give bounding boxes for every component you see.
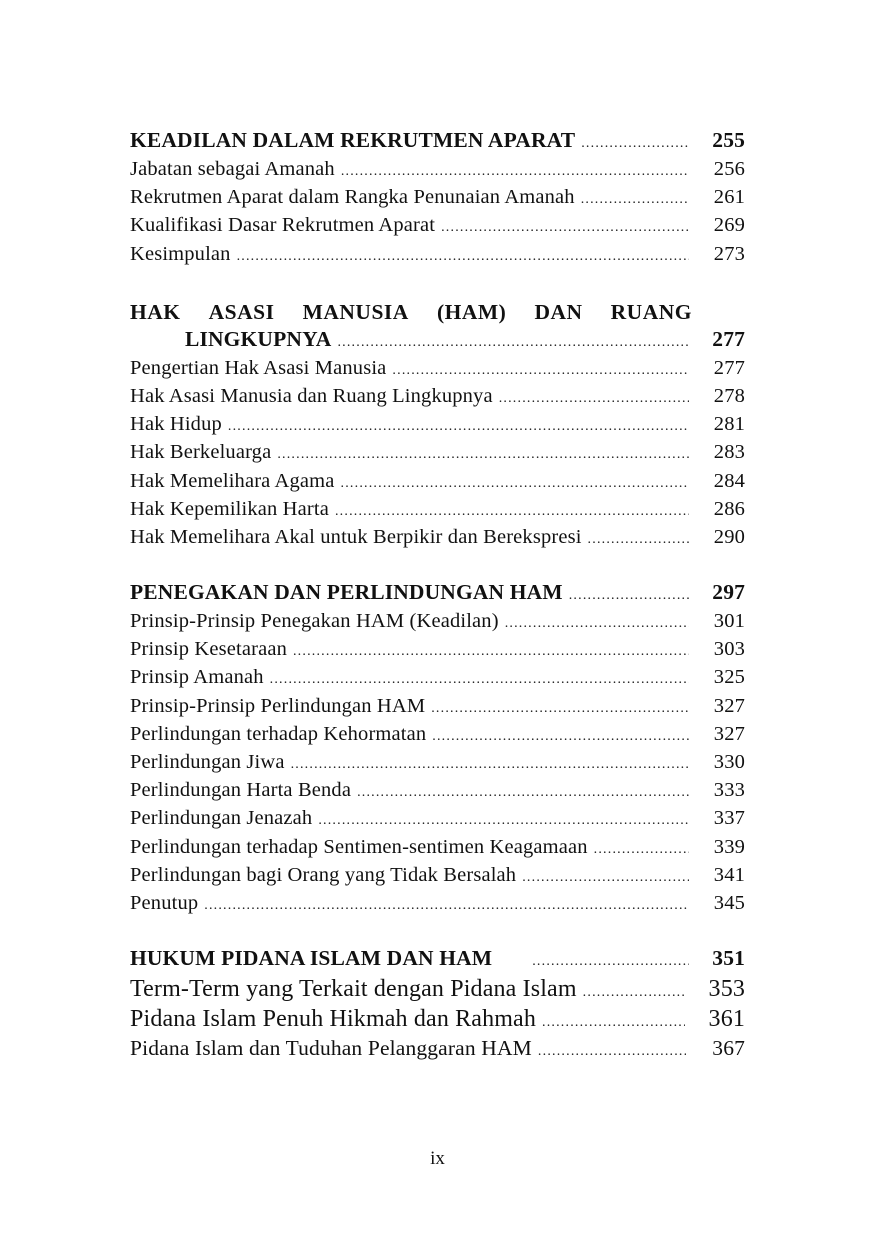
toc-entry (130, 751, 745, 779)
dot-leader (204, 898, 689, 914)
toc-heading-line-2 (130, 327, 745, 357)
entry-page-number: 339 (713, 835, 745, 858)
entry-title: Jabatan sebagai Amanah (130, 158, 335, 180)
entry-title: Perlindungan terhadap Kehormatan (130, 722, 427, 745)
entry-title: Pidana Islam Penuh Hikmah dan Rahmah (130, 1006, 536, 1033)
heading-page-number: 277 (712, 326, 745, 351)
entry-page-number: 345 (713, 891, 745, 914)
entry-title: Prinsip-Prinsip Penegakan HAM (Keadilan) (130, 610, 499, 633)
entry-title: Perlindungan Jenazah (130, 807, 313, 830)
entry-title: Prinsip-Prinsip Perlindungan HAM (130, 694, 426, 717)
toc-entry (130, 864, 745, 892)
entry-title: Hak Berkeluarga (130, 441, 272, 464)
entry-page-number: 283 (713, 441, 745, 464)
dot-leader (542, 1015, 685, 1031)
toc-entry (130, 214, 745, 242)
dot-leader (505, 616, 689, 632)
entry-page-number: 330 (713, 751, 745, 773)
dot-leader (335, 504, 689, 520)
toc-heading (130, 946, 745, 976)
dot-leader (357, 785, 689, 801)
entry-page-number: 327 (713, 722, 745, 745)
entry-page-number: 337 (713, 807, 745, 830)
heading-title: PENEGAKAN DAN PERLINDUNGAN HAM (130, 580, 563, 605)
entry-page-number: 353 (708, 976, 745, 1003)
dot-leader (532, 954, 689, 970)
dot-leader (291, 757, 689, 773)
heading-word: HAK (130, 299, 181, 324)
dot-leader (237, 249, 689, 265)
dot-leader (270, 672, 689, 688)
entry-page-number: 303 (713, 638, 745, 661)
toc-entry (130, 807, 745, 835)
dot-leader (432, 729, 689, 745)
entry-page-number: 277 (713, 356, 745, 379)
toc-heading-line-1 (130, 297, 692, 327)
toc-entry (130, 1006, 745, 1036)
toc-entry (130, 723, 745, 751)
entry-title: Pidana Islam dan Tuduhan Pelanggaran HAM (130, 1036, 532, 1061)
heading-page-number: 255 (712, 128, 745, 152)
dot-leader (337, 335, 689, 351)
dot-leader (583, 985, 685, 1001)
dot-leader (392, 363, 689, 379)
dot-leader (499, 391, 689, 407)
toc-entry (130, 470, 745, 498)
entry-page-number: 278 (713, 384, 745, 407)
table-of-contents (130, 128, 745, 1091)
entry-page-number: 273 (713, 242, 745, 265)
entry-title: Penutup (130, 891, 199, 914)
entry-title: Kesimpulan (130, 242, 231, 265)
toc-entry (130, 357, 745, 385)
entry-page-number: 325 (713, 666, 745, 689)
toc-entry (130, 1036, 745, 1065)
entry-page-number: 327 (713, 694, 745, 717)
entry-title: Perlindungan Jiwa (130, 751, 285, 773)
entry-page-number: 290 (713, 525, 745, 548)
toc-entry (130, 243, 745, 271)
entry-title: Perlindungan Harta Benda (130, 779, 352, 802)
dot-leader (318, 813, 689, 829)
heading-page-number: 297 (712, 580, 745, 605)
toc-entry (130, 610, 745, 638)
entry-title: Perlindungan bagi Orang yang Tidak Bersalah (130, 863, 517, 886)
toc-entry (130, 498, 745, 526)
entry-title: Prinsip Amanah (130, 666, 264, 689)
toc-entry (130, 779, 745, 807)
toc-entry (130, 695, 745, 723)
dot-leader (588, 532, 689, 548)
toc-entry (130, 836, 745, 864)
entry-page-number: 261 (713, 186, 745, 209)
heading-word: (HAM) (436, 299, 507, 324)
entry-title: Pengertian Hak Asasi Manusia (130, 356, 387, 379)
dot-leader (228, 419, 689, 435)
dot-leader (341, 164, 689, 180)
toc-entry (130, 892, 745, 920)
entry-page-number: 367 (712, 1036, 745, 1061)
toc-heading (130, 580, 745, 610)
toc-heading (130, 128, 745, 158)
heading-title: HUKUM PIDANA ISLAM DAN HAM (130, 946, 493, 971)
toc-section-ham (130, 297, 745, 554)
dot-leader (538, 1044, 686, 1060)
toc-entry (130, 158, 745, 186)
entry-page-number: 286 (713, 497, 745, 520)
toc-entry (130, 441, 745, 469)
heading-word: RUANG (610, 299, 692, 324)
entry-title: Prinsip Kesetaraan (130, 638, 287, 661)
heading-word: MANUSIA (302, 299, 409, 324)
entry-page-number: 284 (713, 469, 745, 492)
heading-title: KEADILAN DALAM REKRUTMEN APARAT (130, 128, 576, 152)
dot-leader (569, 588, 689, 604)
entry-page-number: 301 (713, 610, 745, 633)
dot-leader (293, 644, 689, 660)
entry-page-number: 341 (713, 863, 745, 886)
entry-title: Hak Memelihara Akal untuk Berpikir dan Berekspresi (130, 525, 582, 548)
entry-page-number: 361 (708, 1006, 745, 1033)
dot-leader (277, 447, 689, 463)
entry-title: Term-Term yang Terkait dengan Pidana Islam (130, 976, 577, 1003)
entry-title: Hak Memelihara Agama (130, 469, 335, 492)
heading-title: LINGKUPNYA (185, 326, 332, 351)
dot-leader (522, 870, 689, 886)
toc-entry (130, 385, 745, 413)
heading-word: DAN (534, 299, 583, 324)
entry-title: Rekrutmen Aparat dalam Rangka Penunaian Amanah (130, 186, 575, 209)
entry-title: Hak Asasi Manusia dan Ruang Lingkupnya (130, 384, 493, 407)
entry-title: Hak Kepemilikan Harta (130, 497, 329, 520)
entry-page-number: 281 (713, 413, 745, 436)
dot-leader (341, 476, 689, 492)
dot-leader (431, 701, 689, 717)
entry-page-number: 333 (713, 779, 745, 802)
toc-section-rekrutmen (130, 128, 745, 271)
toc-entry (130, 526, 745, 554)
toc-entry (130, 666, 745, 694)
toc-entry (130, 976, 745, 1006)
toc-entry (130, 413, 745, 441)
toc-section-pidana (130, 946, 745, 1065)
heading-word: ASASI (208, 299, 275, 324)
entry-page-number: 269 (713, 214, 745, 237)
toc-section-penegakan (130, 580, 745, 920)
page-number-footer: ix (430, 1148, 445, 1169)
entry-title: Perlindungan terhadap Sentimen-sentimen Keagamaan (130, 835, 588, 858)
entry-title: Kualifikasi Dasar Rekrutmen Aparat (130, 214, 436, 237)
toc-entry (130, 186, 745, 214)
dot-leader (441, 220, 689, 236)
toc-entry (130, 638, 745, 666)
heading-page-number: 351 (712, 946, 745, 971)
dot-leader (581, 192, 689, 208)
dot-leader (581, 136, 689, 152)
entry-page-number: 256 (713, 158, 745, 180)
entry-title: Hak Hidup (130, 413, 222, 436)
dot-leader (594, 842, 689, 858)
